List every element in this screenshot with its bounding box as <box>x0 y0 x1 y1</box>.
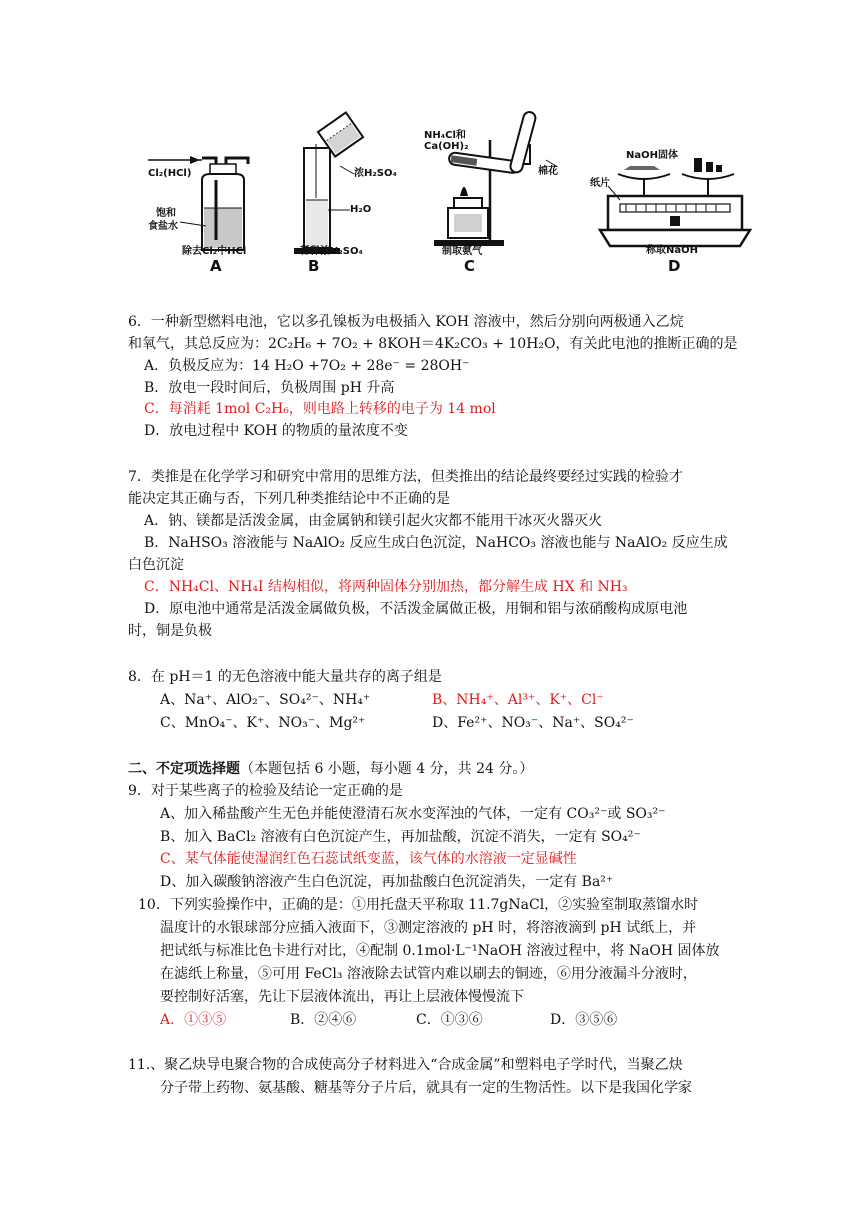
q11-line-2: 分子带上药物、氨基酸、糖基等分子片后，就具有一定的生物活性。以下是我国化学家 <box>160 1080 692 1096</box>
q7-option-c: C．NH₄Cl、NH₄I 结构相似，将两种固体分别加热，都分解生成 HX 和 NH₃ <box>144 579 628 595</box>
q7-option-b-2: 白色沉淀 <box>128 557 184 573</box>
paper-label: 纸片 <box>590 178 610 189</box>
solid-label: NaOH固体 <box>626 150 678 161</box>
q7-option-a: A．钠、镁都是活泼金属，由金属钠和镁引起火灾都不能用干冰灭火器灭火 <box>144 513 603 529</box>
q6-option-a: A．负极反应为：14 H₂O +7O₂ + 28e⁻ = 28OH⁻ <box>144 358 470 374</box>
letter-d: D <box>668 257 681 275</box>
q8-option-b: B、NH₄⁺、Al³⁺、K⁺、Cl⁻ <box>432 692 604 708</box>
section-heading <box>128 759 533 779</box>
q9-option-b: B、加入 BaCl₂ 溶液有白色沉淀产生，再加盐酸，沉淀不消失，一定有 SO₄²⁻ <box>160 829 641 845</box>
water-label: H₂O <box>350 204 372 215</box>
caption-d: 称取NaOH <box>646 245 698 256</box>
letter-c: C <box>464 257 476 275</box>
q9-option-d: D、加入碳酸钠溶液产生白色沉淀，再加盐酸白色沉淀消失，一定有 Ba²⁺ <box>160 874 614 890</box>
q10-option-b: B．②④⑥ <box>290 1012 357 1028</box>
cotton-label: 棉花 <box>538 166 558 177</box>
q7-option-b-1: B．NaHSO₃ 溶液能与 NaAlO₂ 反应生成白色沉淀，NaHCO₃ 溶液也能与 NaAlO₂ 反应生成 <box>144 535 728 551</box>
reagent-label-1: NH₄Cl和 <box>424 130 466 141</box>
q10-option-d: D．③⑤⑥ <box>550 1012 618 1028</box>
q6-option-d: D．放电过程中 KOH 的物质的量浓度不变 <box>144 423 408 439</box>
liquid-label-2: 食盐水 <box>148 221 178 232</box>
q9-option-a: A、加入稀盐酸产生无色并能使澄清石灰水变浑浊的气体，一定有 CO₃²⁻或 SO₃²⁻ <box>160 806 666 822</box>
q10-line-2: 温度计的水银球部分应插入液面下，③测定溶液的 pH 时，将溶液滴到 pH 试纸上，并 <box>160 920 697 936</box>
q8-option-c: C、MnO₄⁻、K⁺、NO₃⁻、Mg²⁺ <box>160 715 366 731</box>
q6-option-b: B．放电一段时间后，负极周围 pH 升高 <box>144 380 395 396</box>
q6-option-c: C．每消耗 1mol C₂H₆，则电路上转移的电子为 14 mol <box>144 401 496 417</box>
caption-b: 稀释浓H₂SO₄ <box>300 246 363 257</box>
caption-c: 制取氨气 <box>442 246 482 257</box>
q9-stem: 9．对于某些离子的检验及结论一定正确的是 <box>128 783 403 799</box>
q11-line-1: 11.、聚乙炔导电聚合物的合成使高分子材料进入“合成金属”和塑料电子学时代，当聚乙炔 <box>128 1057 683 1073</box>
q10-line-5: 要控制好活塞，先让下层液体流出，再让上层液体慢慢流下 <box>160 989 524 1005</box>
q9-option-c: C、某气体能使湿润红色石蕊试纸变蓝，该气体的水溶液一定显碱性 <box>160 851 577 867</box>
q10-option-a: A．①③⑤ <box>160 1012 227 1028</box>
q7-option-d-1: D．原电池中通常是活泼金属做负极，不活泼金属做正极，用铜和铝与浓硝酸构成原电池 <box>144 601 688 617</box>
reagent-label-2: Ca(OH)₂ <box>424 141 469 152</box>
caption-a: 除去Cl₂中HCl <box>182 246 247 257</box>
q7-option-d-2: 时，铜是负极 <box>128 623 212 639</box>
q8-option-a: A、Na⁺、AlO₂⁻、SO₄²⁻、NH₄⁺ <box>160 692 371 708</box>
q6-stem-2: 和氧气，其总反应为：2C₂H₆ + 7O₂ + 8KOH＝4K₂CO₃ + 10H₂O，有关此电池的推断正确的是 <box>128 336 738 352</box>
letter-b: B <box>308 257 320 275</box>
q10-line-1: 10．下列实验操作中，正确的是：①用托盘天平称取 11.7gNaCl，②实验室制取蒸馏水时 <box>138 897 699 913</box>
acid-label: 浓H₂SO₄ <box>354 168 397 179</box>
q7-stem-2: 能决定其正确与否，下列几种类推结论中不正确的是 <box>128 491 450 507</box>
q6-stem-1: 6．一种新型燃料电池，它以多孔镍板为电极插入 KOH 溶液中，然后分别向两极通入乙烷 <box>128 314 684 330</box>
figure-a <box>130 100 260 280</box>
section-note: （本题包括 6 小题，每小题 4 分，共 24 分。） <box>240 761 534 777</box>
figure-b <box>280 100 410 280</box>
q10-line-4: 在滤纸上称量，⑤可用 FeCl₃ 溶液除去试管内难以刷去的铜迹，⑥用分液漏斗分液时， <box>160 966 697 982</box>
apparatus-figures <box>120 100 760 280</box>
gas-label: Cl₂(HCl) <box>148 168 192 179</box>
section-title: 二、不定项选择题 <box>128 761 240 777</box>
q8-stem: 8．在 pH＝1 的无色溶液中能大量共存的离子组是 <box>128 669 442 685</box>
q8-option-d: D、Fe²⁺、NO₃⁻、Na⁺、SO₄²⁻ <box>432 715 634 731</box>
letter-a: A <box>210 257 222 275</box>
q7-stem-1: 7．类推是在化学学习和研究中常用的思维方法，但类推出的结论最终要经过实践的检验才 <box>128 469 683 485</box>
figure-d <box>590 100 760 280</box>
liquid-label-1: 饱和 <box>156 208 176 219</box>
q10-line-3: 把试纸与标准比色卡进行对比，④配制 0.1mol·L⁻¹NaOH 溶液过程中，将 NaOH 固体放 <box>160 943 720 959</box>
q10-option-c: C．①③⑥ <box>416 1012 483 1028</box>
figure-c <box>420 100 570 280</box>
